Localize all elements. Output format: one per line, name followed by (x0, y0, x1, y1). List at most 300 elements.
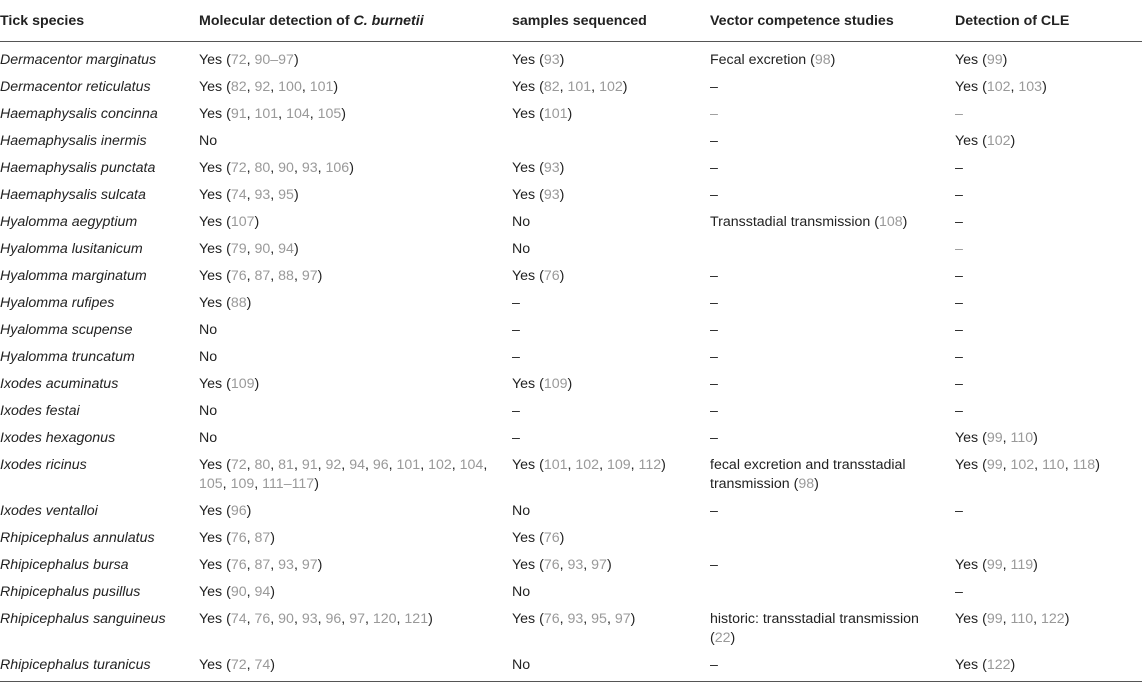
molecular-detection-cell (199, 425, 512, 452)
cell-value: Yes (199, 106, 223, 122)
reference-link[interactable]: 76 (230, 268, 247, 284)
reference-link[interactable]: 90 (230, 584, 247, 600)
cell-value: Yes (512, 79, 536, 95)
cell-value: – (955, 322, 963, 338)
cell-value: Fecal excretion (710, 52, 807, 68)
cle-detection-cell: Yes (99, 102, 110, 118) (955, 457, 1100, 473)
tick-species-cell: Dermacentor marginatus (0, 52, 157, 68)
cell-value: – (955, 349, 963, 365)
vector-competence-cell (710, 317, 955, 344)
reference-link[interactable]: 92 (254, 79, 271, 95)
table-row (0, 452, 1142, 498)
tick-species-cell: Dermacentor reticulatus (0, 79, 151, 95)
molecular-detection-cell: Yes (91, 101, 104, 105) (199, 106, 347, 122)
tick-species-cell: Rhipicephalus annulatus (0, 530, 155, 546)
cle-detection-cell (955, 371, 1142, 398)
samples-sequenced-cell: Yes (76, 93, 95, 97) (512, 611, 636, 627)
molecular-detection-cell: Yes (76, 87, 88, 97) (199, 268, 323, 284)
reference-link[interactable]: 93 (543, 160, 560, 176)
tick-species-cell: Ixodes acuminatus (0, 376, 119, 392)
vector-competence-cell (710, 263, 955, 290)
reference-link[interactable]: 96 (325, 611, 342, 627)
reference-link[interactable]: 101 (254, 106, 279, 122)
tick-species-cell: Hyalomma truncatum (0, 349, 135, 365)
cle-detection-cell (955, 101, 1142, 128)
cell-value: – (710, 430, 718, 446)
reference-link[interactable]: 93 (567, 557, 584, 573)
cell-value: Yes (512, 611, 536, 627)
cell-value: – (710, 322, 718, 338)
tick-species-cell: Rhipicephalus turanicus (0, 652, 199, 682)
reference-link[interactable]: 102 (599, 79, 623, 95)
header-vector-competence: Vector competence studies (710, 0, 955, 42)
reference-link[interactable]: 95 (591, 611, 607, 627)
reference-link[interactable]: 101 (567, 79, 592, 95)
cell-value: – (512, 349, 520, 365)
cell-value: – (710, 376, 718, 392)
cell-value: Yes (199, 241, 223, 257)
table-row (0, 525, 1142, 552)
cell-value: No (512, 584, 531, 600)
samples-sequenced-cell (512, 290, 710, 317)
reference-link[interactable]: 88 (278, 268, 294, 284)
reference-link[interactable]: 76 (230, 530, 247, 546)
reference-link[interactable]: 119 (1010, 557, 1034, 573)
table-row (0, 42, 1142, 75)
cell-value: Yes (512, 457, 536, 473)
samples-sequenced-cell: Yes (76) (512, 268, 565, 284)
reference-link[interactable]: 109 (606, 457, 631, 473)
samples-sequenced-cell (512, 498, 710, 525)
cle-detection-cell: Yes (99, 119) (955, 557, 1038, 573)
cell-value: – (710, 160, 718, 176)
cle-detection-cell (955, 579, 1142, 606)
reference-link[interactable]: 96 (230, 503, 247, 519)
reference-link[interactable]: 99 (986, 611, 1003, 627)
reference-link[interactable]: 109 (230, 376, 255, 392)
reference-link[interactable]: 76 (543, 611, 560, 627)
reference-link[interactable]: 109 (230, 476, 255, 492)
vector-competence-cell (710, 552, 955, 579)
reference-link[interactable]: 103 (1018, 79, 1043, 95)
reference-link[interactable]: 76 (543, 557, 560, 573)
vector-competence-cell (710, 290, 955, 317)
table-row (0, 371, 1142, 398)
reference-link[interactable]: 101 (543, 106, 568, 122)
reference-link[interactable]: 72 (230, 457, 247, 473)
cell-value: – (955, 584, 963, 600)
molecular-detection-cell: Yes (90, 94) (199, 584, 276, 600)
tick-species-cell: Rhipicephalus pusillus (0, 584, 141, 600)
reference-link[interactable]: 74 (254, 657, 271, 673)
reference-link[interactable]: 90 (278, 611, 294, 627)
reference-link[interactable]: 93 (254, 187, 271, 203)
molecular-detection-cell: Yes (107) (199, 214, 260, 230)
table-row (0, 101, 1142, 128)
reference-link[interactable]: 110 (1010, 611, 1034, 627)
reference-link[interactable]: 121 (404, 611, 429, 627)
reference-link[interactable]: 93 (543, 52, 560, 68)
molecular-detection-cell (199, 317, 512, 344)
samples-sequenced-cell (512, 579, 710, 606)
table-row (0, 652, 1142, 682)
reference-link[interactable]: 102 (986, 133, 1011, 149)
vector-competence-cell (710, 182, 955, 209)
reference-link[interactable]: 72 (230, 160, 247, 176)
table-body (0, 42, 1142, 682)
tick-species-cell: Hyalomma aegyptium (0, 214, 138, 230)
molecular-detection-cell: Yes (74, 76, 90, 93, 96, 97, 120, 121) (199, 611, 433, 627)
samples-sequenced-cell: Yes (109) (512, 376, 573, 392)
reference-link[interactable]: 93 (278, 557, 294, 573)
cell-value: No (199, 403, 218, 419)
cle-detection-cell (955, 498, 1142, 525)
cell-value: Yes (955, 657, 979, 673)
cell-value: No (512, 214, 531, 230)
reference-link[interactable]: 94 (254, 584, 271, 600)
reference-link[interactable]: 122 (986, 657, 1011, 673)
cell-value: fecal excretion and transstadial transmission (710, 457, 906, 492)
reference-link[interactable]: 76 (543, 530, 560, 546)
samples-sequenced-cell: Yes (101, 102, 109, 112) (512, 457, 666, 473)
cell-value: – (710, 349, 718, 365)
cell-value: Yes (955, 430, 979, 446)
table-row (0, 290, 1142, 317)
cell-value: – (955, 160, 963, 176)
reference-link[interactable]: 100 (278, 79, 302, 95)
cle-detection-cell: Yes (99) (955, 52, 1008, 68)
vector-competence-cell (710, 498, 955, 525)
cell-value: – (710, 403, 718, 419)
reference-link[interactable]: 97 (614, 611, 631, 627)
reference-link[interactable]: 80 (254, 160, 271, 176)
reference-link[interactable]: 105 (199, 476, 223, 492)
tick-species-cell: Haemaphysalis concinna (0, 106, 158, 122)
tick-species-cell: Ixodes festai (0, 403, 80, 419)
reference-link[interactable]: 118 (1072, 457, 1096, 473)
reference-link[interactable]: 99 (986, 557, 1003, 573)
reference-link[interactable]: 76 (230, 557, 247, 573)
molecular-detection-cell: Yes (96) (199, 503, 252, 519)
samples-sequenced-cell: Yes (76) (512, 530, 565, 546)
cell-value: Yes (512, 187, 536, 203)
cell-value: – (710, 79, 718, 95)
reference-link[interactable]: 110 (1042, 457, 1065, 473)
vector-competence-cell (710, 128, 955, 155)
vector-competence-cell (710, 398, 955, 425)
reference-link[interactable]: 94 (349, 457, 365, 473)
header-molecular-prefix: Molecular detection of (199, 13, 354, 29)
vector-competence-cell (710, 371, 955, 398)
cell-value: – (512, 322, 520, 338)
cell-value: Yes (199, 376, 223, 392)
vector-competence-cell (710, 155, 955, 182)
tick-species-cell: Ixodes ricinus (0, 457, 87, 473)
samples-sequenced-cell (512, 236, 710, 263)
reference-link[interactable]: 87 (254, 268, 271, 284)
cell-value: Yes (955, 557, 979, 573)
reference-link[interactable]: 99 (986, 457, 1003, 473)
cell-value: – (955, 295, 963, 311)
cell-value: No (199, 430, 218, 446)
header-molecular-detection (199, 0, 512, 42)
cell-value: – (955, 187, 963, 203)
samples-sequenced-cell: Yes (93) (512, 160, 565, 176)
reference-link[interactable]: 74 (230, 187, 247, 203)
tick-species-cell: Hyalomma marginatum (0, 268, 147, 284)
reference-link[interactable]: 22 (714, 630, 731, 646)
cell-value: Yes (199, 457, 223, 473)
molecular-detection-cell: Yes (88) (199, 295, 252, 311)
cell-value: – (710, 503, 718, 519)
cell-value: – (710, 187, 718, 203)
molecular-detection-cell: Yes (74, 93, 95) (199, 187, 299, 203)
cell-value: No (199, 322, 218, 338)
cell-value: – (955, 268, 963, 284)
reference-link[interactable]: 109 (543, 376, 568, 392)
cle-detection-cell (955, 525, 1142, 552)
reference-link[interactable]: 88 (230, 295, 247, 311)
table-row (0, 155, 1142, 182)
cell-value: – (710, 557, 718, 573)
reference-link[interactable]: 91 (230, 106, 247, 122)
cell-value: Yes (199, 52, 223, 68)
table-row (0, 344, 1142, 371)
cell-value: – (955, 214, 963, 230)
reference-link[interactable]: 93 (543, 187, 560, 203)
reference-link[interactable]: 122 (1041, 611, 1065, 627)
molecular-detection-cell: Yes (72, 80, 90, 93, 106) (199, 160, 354, 176)
table-row (0, 579, 1142, 606)
cell-value: Yes (955, 457, 979, 473)
cle-detection-cell: Yes (102) (955, 133, 1016, 149)
table-row (0, 236, 1142, 263)
reference-link[interactable]: 92 (325, 457, 342, 473)
table-row (0, 209, 1142, 236)
cle-detection-cell (955, 263, 1142, 290)
vector-competence-cell (710, 74, 955, 101)
reference-link[interactable]: 93 (301, 611, 318, 627)
cell-value: Yes (199, 79, 223, 95)
cell-value: Yes (512, 106, 536, 122)
cle-detection-cell (955, 182, 1142, 209)
reference-link[interactable]: 104 (459, 457, 484, 473)
cle-detection-cell: Yes (99, 110, 122) (955, 611, 1070, 627)
table-row (0, 606, 1142, 652)
reference-link[interactable]: 90 (254, 241, 271, 257)
reference-link[interactable]: 91 (301, 457, 318, 473)
cell-value: Yes (199, 503, 223, 519)
samples-sequenced-cell: Yes (76, 93, 97) (512, 557, 612, 573)
reference-link[interactable]: 96 (372, 457, 389, 473)
cell-value: Yes (512, 160, 536, 176)
molecular-detection-cell: Yes (72, 80, 81, 91, 92, 94, 96, 101, 102, 104, 105, 109, 111–117) (199, 457, 488, 492)
reference-link[interactable]: 97 (349, 611, 365, 627)
cell-value: Yes (955, 52, 979, 68)
cle-detection-cell (955, 317, 1142, 344)
reference-link[interactable]: 90 (278, 160, 294, 176)
reference-link[interactable]: 104 (286, 106, 310, 122)
molecular-detection-cell: Yes (79, 90, 94) (199, 241, 299, 257)
cell-value: – (955, 106, 963, 122)
reference-link[interactable]: 72 (230, 52, 247, 68)
reference-link[interactable]: 107 (230, 214, 255, 230)
cell-value: Yes (955, 79, 979, 95)
reference-link[interactable]: 108 (879, 214, 903, 230)
reference-link[interactable]: 97 (301, 268, 318, 284)
vector-competence-cell (710, 236, 955, 263)
tick-species-cell: Ixodes hexagonus (0, 430, 116, 446)
reference-link[interactable]: 106 (325, 160, 350, 176)
vector-competence-cell: Fecal excretion (98) (710, 52, 836, 68)
reference-link[interactable]: 80 (254, 457, 271, 473)
reference-link[interactable]: 82 (230, 79, 247, 95)
header-molecular-organism: C. burnetii (353, 13, 424, 29)
cell-value: Yes (199, 187, 223, 203)
molecular-detection-cell (199, 398, 512, 425)
cell-value: – (955, 403, 963, 419)
reference-link[interactable]: 102 (986, 79, 1011, 95)
reference-link[interactable]: 120 (372, 611, 397, 627)
cell-value: – (512, 295, 520, 311)
molecular-detection-cell: Yes (72, 74) (199, 652, 512, 682)
reference-link[interactable]: 76 (543, 268, 560, 284)
reference-link[interactable]: 110 (1010, 430, 1034, 446)
reference-link[interactable]: 79 (230, 241, 247, 257)
samples-sequenced-cell (512, 317, 710, 344)
cle-detection-cell: Yes (102, 103) (955, 79, 1047, 95)
cell-value: – (710, 106, 718, 122)
vector-competence-cell (710, 579, 955, 606)
tick-species-cell: Haemaphysalis sulcata (0, 187, 146, 203)
cell-value: Yes (199, 214, 223, 230)
reference-link[interactable]: 102 (428, 457, 452, 473)
table-row (0, 128, 1142, 155)
tick-species-cell: Hyalomma lusitanicum (0, 241, 143, 257)
header-row (0, 0, 1142, 42)
reference-link[interactable]: 101 (543, 457, 568, 473)
cle-detection-cell (955, 290, 1142, 317)
samples-sequenced-cell (512, 425, 710, 452)
reference-link[interactable]: 95 (278, 187, 294, 203)
molecular-detection-cell: Yes (76, 87, 93, 97) (199, 557, 323, 573)
reference-link[interactable]: 98 (814, 52, 831, 68)
cell-value: – (710, 657, 718, 673)
reference-link[interactable]: 102 (575, 457, 600, 473)
reference-link[interactable]: 101 (396, 457, 421, 473)
cell-value: Yes (512, 268, 536, 284)
cell-value: No (512, 503, 531, 519)
reference-link[interactable]: 101 (309, 79, 334, 95)
cell-value: Yes (512, 530, 536, 546)
molecular-detection-cell: Yes (82, 92, 100, 101) (199, 79, 339, 95)
reference-link[interactable]: 72 (230, 657, 247, 673)
reference-link[interactable]: 93 (567, 611, 584, 627)
cell-value: Transstadial transmission (710, 214, 871, 230)
cell-value: Yes (199, 584, 223, 600)
cle-detection-cell (955, 236, 1142, 263)
reference-link[interactable]: 82 (543, 79, 560, 95)
tick-species-cell: Rhipicephalus bursa (0, 557, 129, 573)
reference-link[interactable]: 81 (278, 457, 294, 473)
samples-sequenced-cell (512, 128, 710, 155)
samples-sequenced-cell: Yes (93) (512, 187, 565, 203)
table-row (0, 74, 1142, 101)
cell-value: Yes (512, 557, 536, 573)
cle-detection-cell (955, 344, 1142, 371)
cell-value: Yes (199, 657, 223, 673)
tick-species-cell: Hyalomma scupense (0, 322, 133, 338)
table-row (0, 552, 1142, 579)
samples-sequenced-cell (512, 652, 710, 682)
reference-link[interactable]: 90–97 (254, 52, 294, 68)
samples-sequenced-cell: Yes (101) (512, 106, 573, 122)
header-tick-species: Tick species (0, 0, 199, 42)
vector-competence-cell (710, 344, 955, 371)
reference-link[interactable]: 93 (301, 160, 318, 176)
cell-value: Yes (199, 295, 223, 311)
cell-value: Yes (199, 611, 223, 627)
cell-value: Yes (199, 530, 223, 546)
table-row (0, 263, 1142, 290)
vector-competence-cell: historic: transstadial transmission (22) (710, 611, 919, 646)
cle-detection-cell: Yes (122) (955, 652, 1142, 682)
reference-link[interactable]: 97 (591, 557, 607, 573)
molecular-detection-cell (199, 128, 512, 155)
reference-link[interactable]: 87 (254, 530, 271, 546)
samples-sequenced-cell (512, 344, 710, 371)
reference-link[interactable]: 98 (798, 476, 815, 492)
samples-sequenced-cell: Yes (93) (512, 52, 565, 68)
header-detection-cle: Detection of CLE (955, 0, 1142, 42)
reference-link[interactable]: 112 (638, 457, 662, 473)
reference-link[interactable]: 102 (1010, 457, 1035, 473)
reference-link[interactable]: 74 (230, 611, 247, 627)
cell-value: Yes (512, 52, 536, 68)
reference-link[interactable]: 76 (254, 611, 271, 627)
molecular-detection-cell: Yes (109) (199, 376, 260, 392)
vector-competence-cell (710, 101, 955, 128)
cell-value: Yes (955, 133, 979, 149)
cell-value: No (199, 349, 218, 365)
reference-link[interactable]: 99 (986, 430, 1003, 446)
vector-competence-cell: Transstadial transmission (108) (710, 214, 908, 230)
reference-link[interactable]: 111–117 (262, 476, 315, 492)
reference-link[interactable]: 99 (986, 52, 1003, 68)
reference-link[interactable]: 87 (254, 557, 271, 573)
cell-value: – (512, 403, 520, 419)
reference-link[interactable]: 97 (301, 557, 318, 573)
tick-species-cell: Haemaphysalis inermis (0, 133, 147, 149)
tick-species-cell: Haemaphysalis punctata (0, 160, 156, 176)
vector-competence-cell (710, 425, 955, 452)
samples-sequenced-cell (512, 398, 710, 425)
cell-value: – (710, 295, 718, 311)
reference-link[interactable]: 105 (317, 106, 342, 122)
molecular-detection-cell: Yes (72, 90–97) (199, 52, 299, 68)
cell-value: No (512, 657, 531, 673)
reference-link[interactable]: 94 (278, 241, 294, 257)
cell-value: – (955, 376, 963, 392)
cell-value: historic: transstadial transmission (710, 611, 919, 627)
table-row (0, 498, 1142, 525)
vector-competence-cell (710, 652, 955, 682)
cell-value: No (512, 241, 531, 257)
cell-value: Yes (199, 160, 223, 176)
cle-detection-cell: Yes (99, 110) (955, 430, 1038, 446)
vector-competence-cell (710, 525, 955, 552)
table-row (0, 317, 1142, 344)
